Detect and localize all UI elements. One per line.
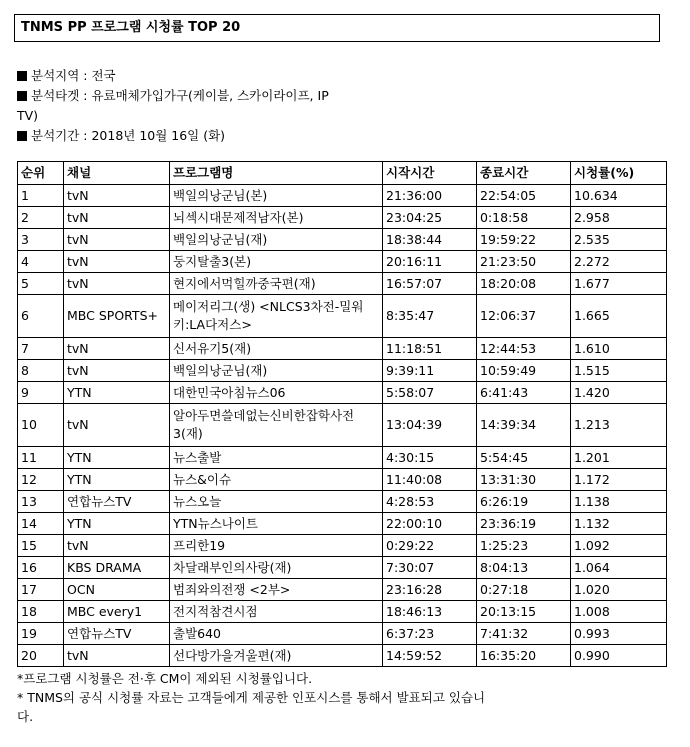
table-row bbox=[18, 404, 667, 447]
header-start-time: 시작시간 bbox=[383, 162, 477, 185]
channel-cell: tvN bbox=[64, 251, 170, 273]
rank-cell: 10 bbox=[18, 404, 64, 447]
start-time-cell: 11:40:08 bbox=[383, 469, 477, 491]
start-time-cell: 4:28:53 bbox=[383, 491, 477, 513]
table-row bbox=[18, 601, 667, 623]
rating-cell: 1.213 bbox=[571, 404, 667, 447]
table-row bbox=[18, 382, 667, 404]
start-time-cell: 14:59:52 bbox=[383, 645, 477, 667]
footnote-cm: *프로그램 시청률은 전·후 CM이 제외된 시청률입니다. bbox=[17, 671, 313, 686]
program-cell: 백일의낭군님(재) bbox=[170, 360, 383, 382]
program-cell: 백일의낭군님(본) bbox=[170, 185, 383, 207]
table-row bbox=[18, 229, 667, 251]
analysis-info bbox=[17, 66, 377, 146]
rating-cell: 1.064 bbox=[571, 557, 667, 579]
rating-cell: 2.272 bbox=[571, 251, 667, 273]
start-time-cell: 21:36:00 bbox=[383, 185, 477, 207]
rating-cell: 10.634 bbox=[571, 185, 667, 207]
start-time-cell: 16:57:07 bbox=[383, 273, 477, 295]
program-cell: 차달래부인의사랑(재) bbox=[170, 557, 383, 579]
footnote-infosys: * TNMS의 공식 시청률 자료는 고객들에게 제공한 인포시스를 통해서 발표되고 있습니다. bbox=[17, 690, 486, 724]
rank-cell: 16 bbox=[18, 557, 64, 579]
end-time-cell: 19:59:22 bbox=[477, 229, 571, 251]
rating-cell: 1.020 bbox=[571, 579, 667, 601]
square-bullet-icon bbox=[17, 91, 27, 101]
rating-cell: 0.990 bbox=[571, 645, 667, 667]
program-cell: 메이저리그(생) <NLCS3차전-밀워키:LA다저스> bbox=[170, 295, 383, 338]
end-time-cell: 13:31:30 bbox=[477, 469, 571, 491]
channel-cell: tvN bbox=[64, 645, 170, 667]
rating-cell: 1.677 bbox=[571, 273, 667, 295]
program-cell: 뉴스출발 bbox=[170, 447, 383, 469]
channel-cell: 연합뉴스TV bbox=[64, 623, 170, 645]
start-time-cell: 23:16:28 bbox=[383, 579, 477, 601]
channel-cell: KBS DRAMA bbox=[64, 557, 170, 579]
channel-cell: MBC SPORTS+ bbox=[64, 295, 170, 338]
table-row bbox=[18, 273, 667, 295]
rating-cell: 1.420 bbox=[571, 382, 667, 404]
start-time-cell: 20:16:11 bbox=[383, 251, 477, 273]
end-time-cell: 6:41:43 bbox=[477, 382, 571, 404]
start-time-cell: 23:04:25 bbox=[383, 207, 477, 229]
rank-cell: 12 bbox=[18, 469, 64, 491]
rating-cell: 1.092 bbox=[571, 535, 667, 557]
rating-cell: 0.993 bbox=[571, 623, 667, 645]
program-cell: 대한민국아침뉴스06 bbox=[170, 382, 383, 404]
end-time-cell: 16:35:20 bbox=[477, 645, 571, 667]
table-row bbox=[18, 447, 667, 469]
rating-cell: 1.172 bbox=[571, 469, 667, 491]
rank-cell: 8 bbox=[18, 360, 64, 382]
program-cell: 현지에서먹힐까중국편(재) bbox=[170, 273, 383, 295]
channel-cell: tvN bbox=[64, 207, 170, 229]
table-row bbox=[18, 251, 667, 273]
rank-cell: 15 bbox=[18, 535, 64, 557]
program-cell: 전지적참견시점 bbox=[170, 601, 383, 623]
table-row bbox=[18, 360, 667, 382]
end-time-cell: 5:54:45 bbox=[477, 447, 571, 469]
rank-cell: 4 bbox=[18, 251, 64, 273]
end-time-cell: 0:18:58 bbox=[477, 207, 571, 229]
channel-cell: tvN bbox=[64, 360, 170, 382]
rank-cell: 2 bbox=[18, 207, 64, 229]
channel-cell: tvN bbox=[64, 535, 170, 557]
end-time-cell: 7:41:32 bbox=[477, 623, 571, 645]
rank-cell: 5 bbox=[18, 273, 64, 295]
start-time-cell: 6:37:23 bbox=[383, 623, 477, 645]
table-row bbox=[18, 491, 667, 513]
rating-cell: 2.958 bbox=[571, 207, 667, 229]
start-time-cell: 5:58:07 bbox=[383, 382, 477, 404]
program-cell: 범죄와의전쟁 <2부> bbox=[170, 579, 383, 601]
table-row bbox=[18, 623, 667, 645]
end-time-cell: 23:36:19 bbox=[477, 513, 571, 535]
rating-cell: 1.201 bbox=[571, 447, 667, 469]
rating-cell: 2.535 bbox=[571, 229, 667, 251]
rating-cell: 1.515 bbox=[571, 360, 667, 382]
program-cell: 알아두면쓸데없는신비한잡학사전3(재) bbox=[170, 404, 383, 447]
channel-cell: YTN bbox=[64, 513, 170, 535]
end-time-cell: 8:04:13 bbox=[477, 557, 571, 579]
channel-cell: YTN bbox=[64, 382, 170, 404]
table-row bbox=[18, 645, 667, 667]
program-cell: 뇌섹시대문제적남자(본) bbox=[170, 207, 383, 229]
start-time-cell: 0:29:22 bbox=[383, 535, 477, 557]
analysis-target-cont: TV) bbox=[17, 108, 39, 123]
square-bullet-icon bbox=[17, 71, 27, 81]
table-row bbox=[18, 338, 667, 360]
table-row bbox=[18, 557, 667, 579]
rank-cell: 3 bbox=[18, 229, 64, 251]
channel-cell: 연합뉴스TV bbox=[64, 491, 170, 513]
start-time-cell: 8:35:47 bbox=[383, 295, 477, 338]
rating-cell: 1.665 bbox=[571, 295, 667, 338]
program-cell: 뉴스오늘 bbox=[170, 491, 383, 513]
start-time-cell: 11:18:51 bbox=[383, 338, 477, 360]
channel-cell: tvN bbox=[64, 229, 170, 251]
rank-cell: 19 bbox=[18, 623, 64, 645]
table-row bbox=[18, 513, 667, 535]
table-row bbox=[18, 207, 667, 229]
end-time-cell: 18:20:08 bbox=[477, 273, 571, 295]
header-rank: 순위 bbox=[18, 162, 64, 185]
table-row bbox=[18, 185, 667, 207]
header-program: 프로그램명 bbox=[170, 162, 383, 185]
header-end-time: 종료시간 bbox=[477, 162, 571, 185]
rating-cell: 1.610 bbox=[571, 338, 667, 360]
start-time-cell: 22:00:10 bbox=[383, 513, 477, 535]
rank-cell: 17 bbox=[18, 579, 64, 601]
start-time-cell: 7:30:07 bbox=[383, 557, 477, 579]
analysis-target: 분석타겟 : 유료매체가입가구(케이블, 스카이라이프, IP bbox=[17, 86, 377, 106]
end-time-cell: 22:54:05 bbox=[477, 185, 571, 207]
program-cell: 백일의낭군님(재) bbox=[170, 229, 383, 251]
square-bullet-icon bbox=[17, 131, 27, 141]
table-header-row bbox=[18, 162, 667, 185]
table-row bbox=[18, 579, 667, 601]
program-cell: 프리한19 bbox=[170, 535, 383, 557]
rank-cell: 14 bbox=[18, 513, 64, 535]
start-time-cell: 13:04:39 bbox=[383, 404, 477, 447]
start-time-cell: 4:30:15 bbox=[383, 447, 477, 469]
rating-cell: 1.008 bbox=[571, 601, 667, 623]
table-row bbox=[18, 295, 667, 338]
rank-cell: 6 bbox=[18, 295, 64, 338]
end-time-cell: 14:39:34 bbox=[477, 404, 571, 447]
start-time-cell: 18:38:44 bbox=[383, 229, 477, 251]
rank-cell: 20 bbox=[18, 645, 64, 667]
rating-cell: 1.138 bbox=[571, 491, 667, 513]
channel-cell: tvN bbox=[64, 185, 170, 207]
end-time-cell: 6:26:19 bbox=[477, 491, 571, 513]
start-time-cell: 9:39:11 bbox=[383, 360, 477, 382]
program-cell: 뉴스&이슈 bbox=[170, 469, 383, 491]
rank-cell: 9 bbox=[18, 382, 64, 404]
channel-cell: MBC every1 bbox=[64, 601, 170, 623]
rank-cell: 18 bbox=[18, 601, 64, 623]
channel-cell: tvN bbox=[64, 404, 170, 447]
end-time-cell: 12:06:37 bbox=[477, 295, 571, 338]
analysis-region: 분석지역 : 전국 bbox=[17, 66, 377, 86]
table-row bbox=[18, 535, 667, 557]
program-cell: 둥지탈출3(본) bbox=[170, 251, 383, 273]
channel-cell: OCN bbox=[64, 579, 170, 601]
channel-cell: YTN bbox=[64, 469, 170, 491]
program-cell: 출발640 bbox=[170, 623, 383, 645]
rank-cell: 11 bbox=[18, 447, 64, 469]
analysis-date: 분석기간 : 2018년 10월 16일 (화) bbox=[17, 126, 377, 146]
rating-cell: 1.132 bbox=[571, 513, 667, 535]
end-time-cell: 21:23:50 bbox=[477, 251, 571, 273]
table-row bbox=[18, 469, 667, 491]
end-time-cell: 20:13:15 bbox=[477, 601, 571, 623]
end-time-cell: 10:59:49 bbox=[477, 360, 571, 382]
header-channel: 채널 bbox=[64, 162, 170, 185]
ratings-table bbox=[17, 161, 667, 667]
program-cell: 신서유기5(재) bbox=[170, 338, 383, 360]
rank-cell: 7 bbox=[18, 338, 64, 360]
rank-cell: 1 bbox=[18, 185, 64, 207]
program-cell: YTN뉴스나이트 bbox=[170, 513, 383, 535]
footnotes bbox=[17, 669, 487, 726]
channel-cell: tvN bbox=[64, 273, 170, 295]
program-cell: 선다방가을겨울편(재) bbox=[170, 645, 383, 667]
start-time-cell: 18:46:13 bbox=[383, 601, 477, 623]
rank-cell: 13 bbox=[18, 491, 64, 513]
header-rating: 시청률(%) bbox=[571, 162, 667, 185]
report-title: TNMS PP 프로그램 시청률 TOP 20 bbox=[14, 14, 660, 42]
end-time-cell: 12:44:53 bbox=[477, 338, 571, 360]
channel-cell: tvN bbox=[64, 338, 170, 360]
end-time-cell: 1:25:23 bbox=[477, 535, 571, 557]
channel-cell: YTN bbox=[64, 447, 170, 469]
end-time-cell: 0:27:18 bbox=[477, 579, 571, 601]
